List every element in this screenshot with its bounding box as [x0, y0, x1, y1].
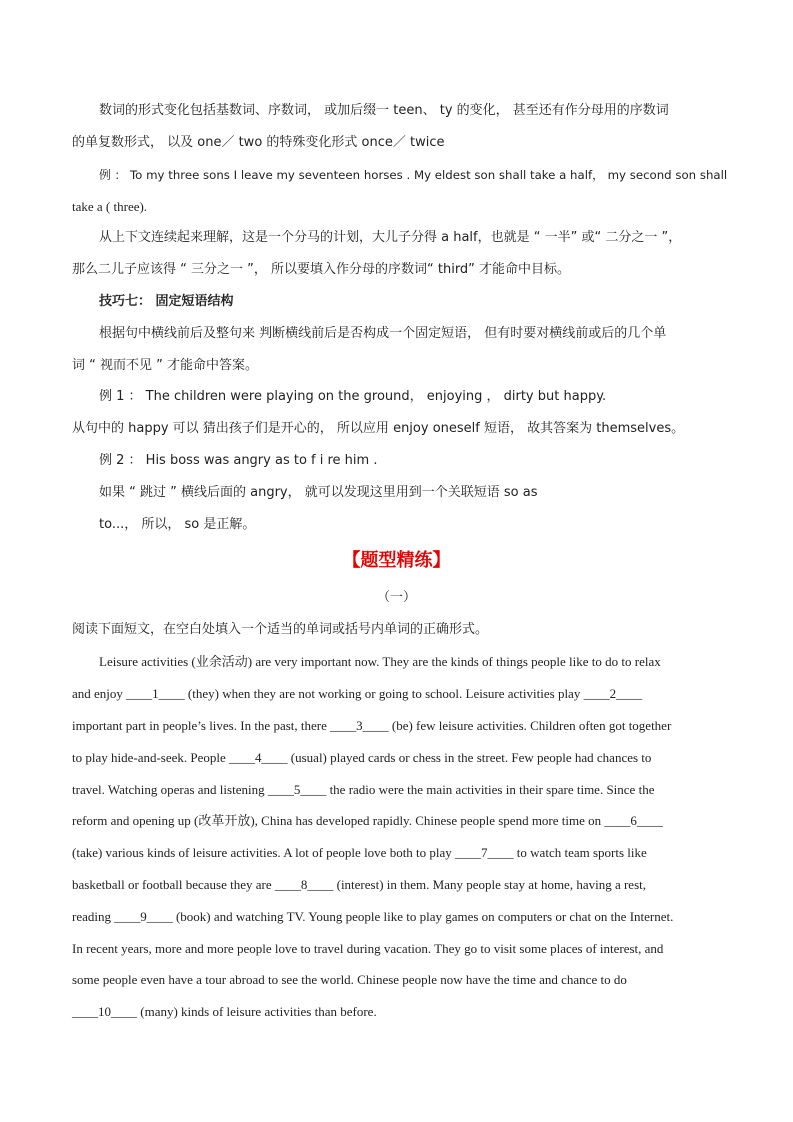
passage-line-3: important part in people’s lives. In the past, there ____3____ (be) few leisure activities. Children often got together	[72, 718, 672, 733]
tip7-line-6: 如果 “ 跳过 ” 横线后面的 angry， 就可以发现这里用到一个关联短语 so as	[99, 485, 538, 500]
passage-line-1: Leisure activities (业余活动) are very important now. They are the kinds of things people like to do to relax	[99, 654, 661, 669]
passage-line-5: travel. Watching operas and listening ____5____ the radio were the main activities in their spare time. Since the	[72, 782, 655, 797]
intro-line-5: 从上下文连续起来理解，这是一个分马的计划，大儿子分得 a half，也就是 “ 一半” 或“ 二分之一 ”，	[99, 230, 682, 245]
intro-line-4: take a ( three).	[72, 199, 148, 214]
section-subtitle: （一）	[376, 590, 416, 605]
intro-example: 例 ： To my three sons I leave my seventeen horses . My eldest son shall take a half， my second son shall	[99, 168, 728, 182]
passage-line-4: to play hide-and-seek. People ____4____ (usual) played cards or chess in the street. Few people had chances to	[72, 750, 652, 765]
tip7-example-2: 例 2 ： His boss was angry as to f i re him .	[99, 453, 378, 468]
intro-line-2: 的单复数形式， 以及 one／ two 的特殊变化形式 once／ twice	[72, 135, 445, 150]
tip7-example-1: 例 1 ： The children were playing on the ground， enjoying ， dirty but happy.	[99, 389, 607, 404]
section-title: 【题型精练】	[342, 550, 451, 571]
passage-line-9: reading ____9____ (book) and watching TV. Young people like to play games on computers or chat on the Internet.	[72, 909, 674, 924]
tip7-line-4: 从句中的 happy 可以 猜出孩子们是开心的， 所以应用 enjoy oneself 短语， 故其答案为 themselves。	[72, 421, 685, 436]
passage-line-12: ____10____ (many) kinds of leisure activities than before.	[72, 1004, 377, 1019]
passage-line-2: and enjoy ____1____ (they) when they are not working or going to school. Leisure activities play ____2____	[72, 686, 643, 701]
instruction: 阅读下面短文，在空白处填入一个适当的单词或括号内单词的正确形式。	[72, 622, 489, 637]
intro-line-6: 那么二儿子应该得 “ 三分之一 ”， 所以要填入作分母的序数词“ third” 才能命中目标。	[72, 262, 571, 277]
passage-line-11: some people even have a tour abroad to see the world. Chinese people now have the time and chance to do	[72, 972, 627, 987]
intro-line-1: 数词的形式变化包括基数词、序数词， 或加后缀一 teen、 ty 的变化， 甚至还有作分母用的序数词	[99, 103, 669, 118]
passage-line-8: basketball or football because they are ____8____ (interest) in them. Many people stay at home, having a rest,	[72, 877, 646, 892]
tip7-line-7: to...， 所以， so 是正解。	[99, 517, 256, 532]
tip7-line-1: 根据句中横线前后及整句来 判断横线前后是否构成一个固定短语， 但有时要对横线前或后的几个单	[99, 326, 667, 341]
passage-line-7: (take) various kinds of leisure activities. A lot of people love both to play ____7____ to watch team sports like	[72, 845, 647, 860]
tip7-line-2: 词 “ 视而不见 ” 才能命中答案。	[72, 358, 258, 373]
passage-line-6: reform and opening up (改革开放), China has developed rapidly. Chinese people spend more time on ____6____	[72, 813, 663, 828]
tip7-title: 技巧七： 固定短语结构	[99, 294, 234, 309]
passage-line-10: In recent years, more and more people love to travel during vacation. They go to visit some places of interest, and	[72, 941, 664, 956]
